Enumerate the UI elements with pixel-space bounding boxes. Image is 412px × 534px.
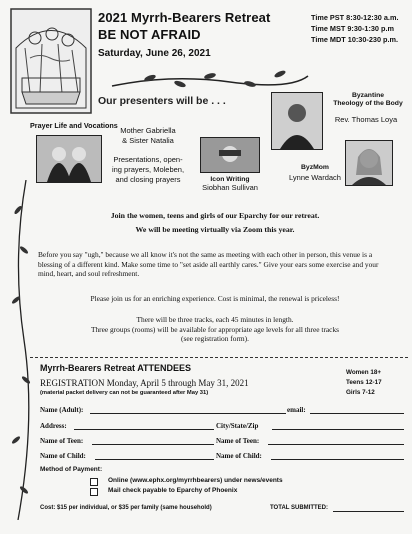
name-adult-field[interactable] <box>90 413 286 414</box>
prayer-name-1: Mother Gabriella <box>120 126 176 135</box>
address-field[interactable] <box>74 429 214 430</box>
address-label: Address: <box>40 422 67 430</box>
icon-writing-name: Siobhan Sullivan <box>202 183 258 192</box>
payment-heading: Method of Payment: <box>40 466 103 473</box>
prayer-desc-3: and closing prayers <box>115 175 181 184</box>
paragraph-3-line-1: There will be three tracks, each 45 minutes in length. <box>136 315 294 324</box>
event-date: Saturday, June 26, 2021 <box>98 48 211 59</box>
cut-line <box>30 357 408 358</box>
name-child-label-2: Name of Child: <box>216 452 262 460</box>
name-teen-field-2[interactable] <box>268 444 404 445</box>
photo-siobhan-sullivan <box>200 137 260 173</box>
attendees-heading: Myrrh-Bearers Retreat ATTENDEES <box>40 363 192 373</box>
invite-line-2: We will be meeting virtually via Zoom this year. <box>135 225 295 234</box>
registration-dates: REGISTRATION Monday, April 5 through May 31, 2021 <box>40 378 249 388</box>
theology-title <box>325 92 411 108</box>
presenters-heading: Our presenters will be . . . <box>98 95 226 107</box>
paragraph-3-line-2: Three groups (rooms) will be available for appropriate age levels for all three tracks <box>90 324 340 334</box>
theology-title-2: Theology of the Body <box>333 100 403 107</box>
prayer-name-2: & Sister Natalia <box>122 136 174 145</box>
prayer-description <box>102 155 194 185</box>
myrrh-bearers-icon-image <box>10 8 92 114</box>
age-girls: Girls 7-12 <box>346 389 375 396</box>
city-label: City/State/Zip <box>216 422 259 430</box>
email-label: email: <box>287 406 306 414</box>
paragraph-3 <box>30 315 400 344</box>
time-pst: Time PST 8:30-12:30 a.m. <box>311 13 399 22</box>
time-mdt: Time MDT 10:30-230 p.m. <box>311 35 399 44</box>
cost-text: Cost: $15 per individual, or $35 per family (same household) <box>40 505 212 511</box>
byzmom-title: ByzMom <box>301 164 329 171</box>
pay-check-checkbox[interactable] <box>90 488 98 496</box>
email-field[interactable] <box>310 413 404 414</box>
paragraph-2: Please join us for an enriching experience. Cost is minimal, the renewal is priceless! <box>90 294 340 303</box>
name-adult-label: Name (Adult): <box>40 406 84 414</box>
age-women: Women 18+ <box>346 369 382 376</box>
prayer-desc-1: Presentations, open- <box>113 155 183 164</box>
title-line1: 2021 Myrrh-Bearers Retreat <box>98 10 271 25</box>
photo-lynne-wardach <box>345 140 393 186</box>
photo-rev-thomas <box>271 92 323 150</box>
age-teens: Teens 12-17 <box>346 379 382 386</box>
pay-online-checkbox[interactable] <box>90 478 98 486</box>
name-teen-field-1[interactable] <box>92 444 214 445</box>
city-field[interactable] <box>272 429 404 430</box>
prayer-names <box>102 126 194 146</box>
paragraph-1: Before you say "ugh," because we all know it's not the same as meeting with each other in person, this venue is a blessing of a different kind. Make some time to "set aside all earthly cares." Give your ears some exercise and your mind, heart, and soul refreshment. <box>38 250 379 278</box>
delivery-note: (material packet delivery can not be guaranteed after May 31) <box>40 390 209 396</box>
pay-check-label: Mail check payable to Eparchy of Phoenix <box>108 487 238 494</box>
name-child-label-1: Name of Child: <box>40 452 86 460</box>
total-label: TOTAL SUBMITTED: <box>270 505 328 511</box>
time-list <box>311 12 411 45</box>
theology-name: Rev. Thomas Loya <box>334 115 398 124</box>
total-field[interactable] <box>333 511 404 512</box>
prayer-desc-2: ing prayers, Moleben, <box>111 165 185 174</box>
icon-writing-title: Icon Writing <box>210 176 250 183</box>
name-teen-label-2: Name of Teen: <box>216 437 260 445</box>
name-teen-label-1: Name of Teen: <box>40 437 84 445</box>
name-child-field-2[interactable] <box>271 459 404 460</box>
age-groups <box>346 368 410 398</box>
name-child-field-1[interactable] <box>95 459 214 460</box>
paragraph-3-line-3: (see registration form). <box>181 334 249 343</box>
prayer-section-title: Prayer Life and Vocations <box>30 121 118 130</box>
pay-online-label: Online (www.ephx.org/myrrhbearers) under news/events <box>108 477 283 484</box>
photo-mother-gabriella-sister-natalia <box>36 135 102 183</box>
theology-title-1: Byzantine <box>351 92 385 99</box>
time-mst: Time MST 9:30-1:30 p.m <box>311 24 394 33</box>
title-line2: BE NOT AFRAID <box>98 27 201 42</box>
invite-line-1: Join the women, teens and girls of our Eparchy for our retreat. <box>110 211 320 220</box>
byzmom-name: Lynne Wardach <box>289 173 341 182</box>
